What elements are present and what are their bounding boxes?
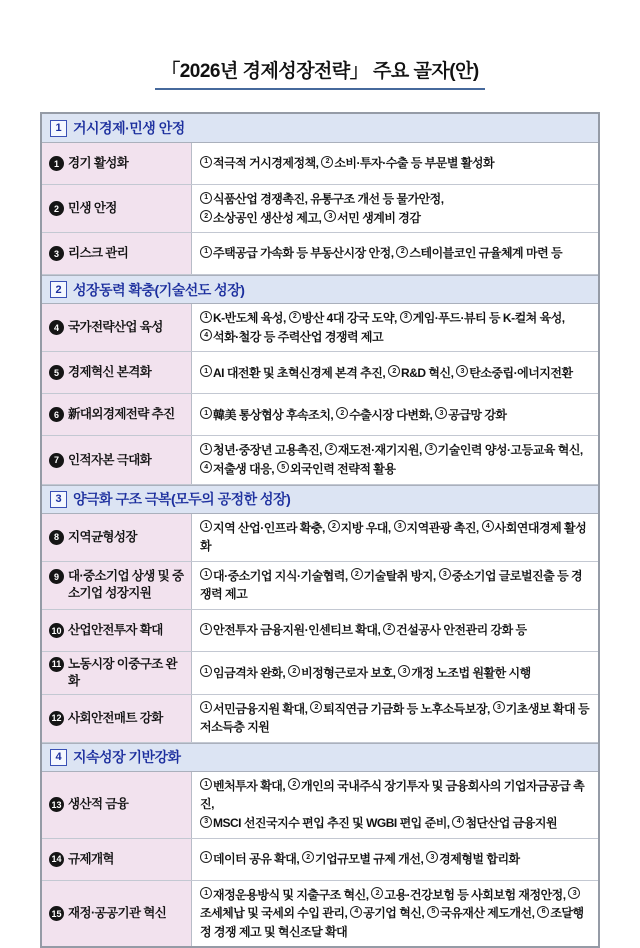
row-label: 경제혁신 본격화: [68, 365, 152, 380]
item-number-icon: 6: [537, 906, 549, 918]
row-label: 재정·공공기관 혁신: [68, 906, 167, 921]
row-label-cell: [42, 652, 192, 694]
row-label-cell: [42, 514, 192, 561]
row-label-cell: [42, 772, 192, 838]
row-content-cell: [192, 352, 598, 393]
item-number-icon: 3: [435, 407, 447, 419]
item-number-icon: 1: [200, 192, 212, 204]
row-content: 1 임금격차 완화, 2 비정형근로자 보호, 3 개정 노조법 원활한 시행: [200, 664, 531, 683]
row-number-icon: 5: [49, 365, 64, 380]
item-number-icon: 1: [200, 407, 212, 419]
section-header-4: [42, 743, 598, 772]
strategy-table: [40, 112, 600, 948]
row-number-icon: 4: [49, 320, 64, 335]
item-number-icon: 3: [439, 568, 451, 580]
row-number-icon: 12: [49, 711, 64, 726]
row-content: 1 지역 산업·인프라 확충, 2 지방 우대, 3 지역관광 촉진, 4 사회연대경제 활성화: [200, 520, 587, 554]
item-number-icon: 1: [200, 156, 212, 168]
item-number-icon: 1: [200, 623, 212, 635]
item-number-icon: 2: [288, 665, 300, 677]
row-content: 1 데이터 공유 확대, 2 기업규모별 규제 개선, 3 경제형벌 합리화: [200, 850, 520, 869]
row-label-cell: [42, 143, 192, 184]
row-label-cell: [42, 839, 192, 880]
item-number-icon: 3: [568, 887, 580, 899]
item-number-icon: 2: [351, 568, 363, 580]
section-header-1: [42, 114, 598, 143]
table-row: [42, 881, 598, 947]
section-number-badge: 2: [50, 281, 67, 298]
table-row: [42, 233, 598, 275]
table-row: [42, 652, 598, 695]
row-content-cell: [192, 233, 598, 274]
item-number-icon: 3: [398, 665, 410, 677]
item-number-icon: 2: [302, 851, 314, 863]
row-label-cell: [42, 233, 192, 274]
table-row: [42, 304, 598, 352]
section-number-badge: 3: [50, 491, 67, 508]
row-label: 대·중소기업 상생 및 중소기업 성장지원: [68, 569, 184, 601]
row-label: 노동시장 이중구조 완화: [68, 656, 178, 688]
row-number-icon: 2: [49, 201, 64, 216]
row-label-cell: [42, 304, 192, 351]
item-number-icon: 3: [426, 851, 438, 863]
row-number-icon: 3: [49, 246, 64, 261]
row-number-icon: 10: [49, 623, 64, 638]
item-number-icon: 2: [200, 210, 212, 222]
item-number-icon: 1: [200, 665, 212, 677]
table-row: [42, 394, 598, 436]
section-header-3: [42, 485, 598, 514]
item-number-icon: 1: [200, 568, 212, 580]
row-label-cell: [42, 695, 192, 742]
item-number-icon: 1: [200, 520, 212, 532]
table-row: [42, 185, 598, 233]
table-row: [42, 772, 598, 839]
section-heading: 성장동력 확충(기술선도 성장): [73, 281, 245, 298]
item-number-icon: 5: [427, 906, 439, 918]
item-number-icon: 4: [452, 816, 464, 828]
row-content-cell: [192, 839, 598, 880]
row-number-icon: 14: [49, 852, 64, 867]
row-content: 1 대·중소기업 지식·기술협력, 2 기술탈취 방지, 3 중소기업 글로벌진출 등 경쟁력 제고: [200, 568, 583, 602]
row-label: 생산적 금융: [68, 797, 129, 812]
item-number-icon: 1: [200, 443, 212, 455]
item-number-icon: 1: [200, 851, 212, 863]
row-content: 1 벤처투자 확대, 2 개인의 국내주식 장기투자 및 금융회사의 기업자금공급 촉진, 3 MSCI 선진국지수 편입 추진 및 WGBI 편입 준비, 4 첨단산업 금융지원: [200, 778, 585, 831]
item-number-icon: 2: [371, 887, 383, 899]
item-number-icon: 3: [400, 311, 412, 323]
row-content-cell: [192, 514, 598, 561]
item-number-icon: 1: [200, 311, 212, 323]
row-content-cell: [192, 436, 598, 483]
row-label-cell: [42, 562, 192, 609]
row-content: 1 K-반도체 육성, 2 방산 4대 강국 도약, 3 게임·푸드·뷰티 등 K-컬쳐 육성, 4 석화·철강 등 주력산업 경쟁력 제고: [200, 309, 565, 346]
row-content: 1 AI 대전환 및 초혁신경제 본격 추진, 2 R&D 혁신, 3 탄소중립·에너지전환: [200, 364, 573, 383]
item-number-icon: 3: [394, 520, 406, 532]
row-label: 규제개혁: [68, 851, 114, 866]
item-number-icon: 4: [200, 329, 212, 341]
row-number-icon: 7: [49, 453, 64, 468]
item-number-icon: 2: [328, 520, 340, 532]
section-heading: 지속성장 기반강화: [73, 749, 181, 766]
row-label: 지역균형성장: [68, 529, 137, 544]
row-label: 新대외경제전략 추진: [68, 407, 175, 422]
row-number-icon: 1: [49, 156, 64, 171]
row-number-icon: 15: [49, 906, 64, 921]
row-content: 1 재정운용방식 및 지출구조 혁신, 2 고용·건강보험 등 사회보험 재정안정, 3조세체납 및 국세외 수입 관리, 4 공기업 혁신, 5 국유재산 제도개선, 6 조달행정 경쟁 제고 및 혁신조달 확대: [200, 887, 584, 939]
table-row: [42, 143, 598, 185]
row-content: 1 청년·중장년 고용촉진, 2 재도전·재기지원, 3 기술인력 양성·고등교육 혁신, 4 저출생 대응, 5 외국인력 전략적 활용: [200, 441, 583, 478]
item-number-icon: 2: [388, 365, 400, 377]
row-number-icon: 9: [49, 569, 64, 584]
item-number-icon: 2: [310, 701, 322, 713]
item-number-icon: 4: [200, 461, 212, 473]
row-label: 인적자본 극대화: [68, 452, 152, 467]
row-content-cell: [192, 610, 598, 651]
item-number-icon: 1: [200, 887, 212, 899]
row-content: 1 韓美 통상협상 후속조치, 2 수출시장 다변화, 3 공급망 강화: [200, 406, 507, 425]
row-content: 1 안전투자 금융지원·인센티브 확대, 2 건설공사 안전관리 강화 등: [200, 621, 527, 640]
item-number-icon: 3: [425, 443, 437, 455]
section-number-badge: 4: [50, 749, 67, 766]
table-row: [42, 610, 598, 652]
item-number-icon: 3: [200, 816, 212, 828]
row-label-cell: [42, 394, 192, 435]
row-number-icon: 11: [49, 657, 64, 672]
page-title: 「2026년 경제성장전략」 주요 골자(안): [155, 56, 485, 90]
row-content: 1 주택공급 가속화 등 부동산시장 안정, 2 스테이블코인 규율체계 마련 등: [200, 244, 562, 263]
item-number-icon: 1: [200, 365, 212, 377]
item-number-icon: 2: [321, 156, 333, 168]
row-label-cell: [42, 352, 192, 393]
row-content-cell: [192, 304, 598, 351]
item-number-icon: 5: [277, 461, 289, 473]
row-content-cell: [192, 143, 598, 184]
row-content-cell: [192, 562, 598, 609]
item-number-icon: 2: [289, 311, 301, 323]
row-content-cell: [192, 881, 598, 947]
row-content-cell: [192, 695, 598, 742]
section-number-badge: 1: [50, 120, 67, 137]
item-number-icon: 3: [493, 701, 505, 713]
row-number-icon: 8: [49, 530, 64, 545]
table-row: [42, 514, 598, 562]
row-content-cell: [192, 652, 598, 694]
row-label: 리스크 관리: [68, 246, 129, 261]
row-label: 국가전략산업 육성: [68, 320, 163, 335]
table-row: [42, 436, 598, 484]
section-header-2: [42, 275, 598, 304]
row-label: 산업안전투자 확대: [68, 623, 163, 637]
row-number-icon: 13: [49, 797, 64, 812]
table-row: [42, 695, 598, 743]
row-label-cell: [42, 881, 192, 947]
item-number-icon: 4: [482, 520, 494, 532]
section-heading: 양극화 구조 극복(모두의 공정한 성장): [73, 491, 291, 508]
row-label: 경기 활성화: [68, 156, 129, 171]
row-label: 민생 안정: [68, 201, 117, 216]
item-number-icon: 3: [456, 365, 468, 377]
item-number-icon: 2: [336, 407, 348, 419]
item-number-icon: 1: [200, 701, 212, 713]
section-heading: 거시경제·민생 안정: [73, 120, 185, 136]
row-content-cell: [192, 185, 598, 232]
row-content: 1 식품산업 경쟁촉진, 유통구조 개선 등 물가안정, 2 소상공인 생산성 제고, 3 서민 생계비 경감: [200, 190, 444, 227]
table-row: [42, 839, 598, 881]
row-content-cell: [192, 394, 598, 435]
item-number-icon: 2: [288, 778, 300, 790]
row-label: 사회안전매트 강화: [68, 710, 163, 725]
table-row: [42, 352, 598, 394]
item-number-icon: 2: [325, 443, 337, 455]
row-number-icon: 6: [49, 407, 64, 422]
table-row: [42, 562, 598, 610]
item-number-icon: 2: [383, 623, 395, 635]
item-number-icon: 2: [396, 246, 408, 258]
row-content-cell: [192, 772, 598, 838]
title-area: [0, 0, 640, 90]
row-content: 1 적극적 거시경제정책, 2 소비·투자·수출 등 부문별 활성화: [200, 154, 494, 173]
item-number-icon: 1: [200, 778, 212, 790]
item-number-icon: 3: [324, 210, 336, 222]
row-label-cell: [42, 610, 192, 651]
row-label-cell: [42, 185, 192, 232]
item-number-icon: 4: [350, 906, 362, 918]
row-label-cell: [42, 436, 192, 483]
item-number-icon: 1: [200, 246, 212, 258]
row-content: 1 서민금융지원 확대, 2 퇴직연금 기금화 등 노후소득보장, 3 기초생보 확대 등 저소득층 지원: [200, 701, 590, 735]
